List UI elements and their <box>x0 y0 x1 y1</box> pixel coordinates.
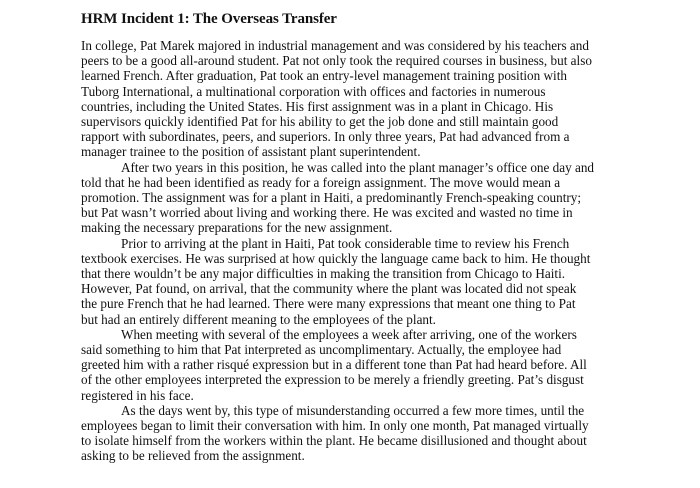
text-line: In college, Pat Marek majored in industrial management and was considered by his teachers and <box>81 38 589 53</box>
paragraph-2 <box>81 160 641 236</box>
text-line: learned French. After graduation, Pat took an entry-level management training position with <box>81 68 567 84</box>
text-line: manager trainee to the position of assistant plant superintendent. <box>81 144 421 160</box>
paragraph-1 <box>81 38 641 160</box>
text-line: that there wouldn’t be any major difficulties in making the transition from Chicago to Haiti. <box>81 266 566 282</box>
text-line: promotion. The assignment was for a plant in Haiti, a predominantly French-speaking country; <box>81 190 582 206</box>
document-body <box>81 38 641 464</box>
text-line: told that he had been identified as ready for a foreign assignment. The move would mean a <box>81 174 561 190</box>
paragraph-5 <box>81 403 641 464</box>
paragraph-4 <box>81 327 641 403</box>
paragraph-3 <box>81 236 641 327</box>
text-line: textbook exercises. He was surprised at how quickly the language came back to him. He thought <box>81 250 591 266</box>
text-line: Prior to arriving at the plant in Haiti, Pat took considerable time to review his French <box>121 235 570 251</box>
text-line: greeted him with a rather risqué expression but in a different tone than Pat had heard before. All <box>81 357 587 373</box>
text-line: When meeting with several of the employees a week after arriving, one of the workers <box>121 326 577 342</box>
text-line: employees began to limit their conversation with him. In only one month, Pat managed virtually <box>81 418 589 434</box>
text-line: of the other employees interpreted the expression to be merely a friendly greeting. Pat’s disgust <box>81 372 584 388</box>
text-line: but Pat wasn’t worried about living and working there. He was excited and wasted no time in <box>81 205 573 221</box>
text-line: As the days went by, this type of misunderstanding occurred a few more times, until the <box>121 402 585 418</box>
text-line: making the necessary preparations for the new assignment. <box>81 220 393 236</box>
text-line: to isolate himself from the workers within the plant. He became disillusioned and thought about <box>81 433 587 449</box>
text-line: asking to be relieved from the assignment. <box>81 448 305 464</box>
text-line: However, Pat found, on arrival, that the community where the plant was located did not speak <box>81 281 577 297</box>
text-line: After two years in this position, he was called into the plant manager’s office one day and <box>121 159 595 175</box>
text-line: rapport with subordinates, peers, and superiors. In only three years, Pat had advanced from a <box>81 129 570 145</box>
document-title: HRM Incident 1: The Overseas Transfer <box>81 11 337 27</box>
text-line: countries, including the United States. His first assignment was in a plant in Chicago. His <box>81 98 554 114</box>
text-line: Tuborg International, a multinational corporation with offices and factories in numerous <box>81 83 546 99</box>
text-line: registered in his face. <box>81 387 194 403</box>
text-line: but had an entirely different meaning to the employees of the plant. <box>81 311 436 327</box>
text-line: supervisors quickly identified Pat for his ability to get the job done and still maintain good <box>81 114 559 130</box>
text-line: peers to be a good all-around student. Pat not only took the required courses in business, but also <box>81 53 592 69</box>
text-line: said something to him that Pat interpreted as uncomplimentary. Actually, the employee had <box>81 342 562 358</box>
text-line: the pure French that he had learned. There were many expressions that meant one thing to Pat <box>81 296 576 312</box>
